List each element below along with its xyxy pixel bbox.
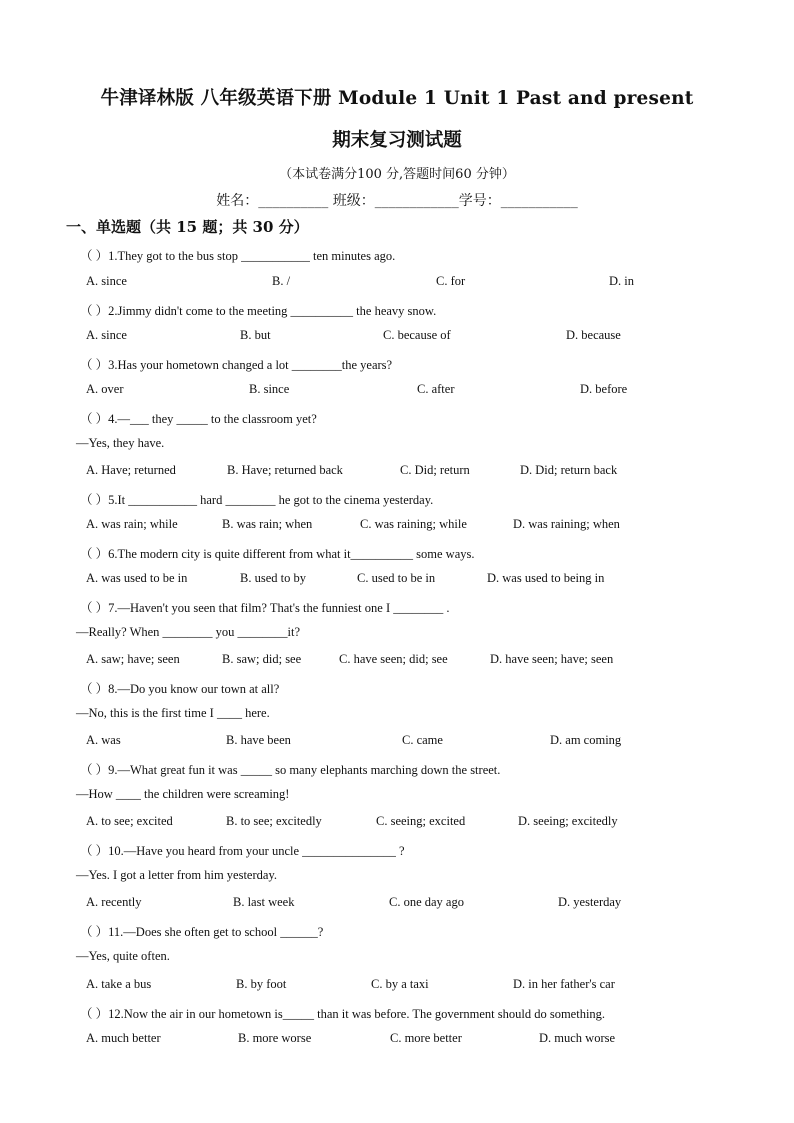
section-title: 一、单选题（共 15 题；共 30 分）: [66, 218, 309, 236]
option-d: D. yesterday: [558, 895, 622, 909]
question-stem: （ ）2.Jimmy didn't come to the meeting __________ the heavy snow.: [80, 304, 437, 318]
option-d: D. have seen; have; seen: [490, 652, 614, 666]
question-stem: （ ）5.It ___________ hard ________ he got to the cinema yesterday.: [80, 493, 434, 507]
option-c: C. because of: [383, 328, 451, 342]
option-c: C. more better: [390, 1031, 462, 1045]
option-b: B. to see; excitedly: [226, 814, 322, 828]
dialogue-response: —Yes. I got a letter from him yesterday.: [76, 868, 278, 882]
option-c: C. have seen; did; see: [339, 652, 448, 666]
option-b: B. have been: [226, 733, 291, 747]
option-b: B. since: [249, 382, 290, 396]
option-b: B. more worse: [238, 1031, 312, 1045]
question-stem: （ ）12.Now the air in our hometown is_____ than it was before. The government should do something.: [80, 1007, 606, 1021]
option-d: D. was raining; when: [513, 517, 620, 531]
option-c: C. came: [402, 733, 443, 747]
question-stem: （ ）11.—Does she often get to school ______?: [80, 925, 324, 939]
option-c: C. after: [417, 382, 455, 396]
question-stem: （ ）10.—Have you heard from your uncle _______________ ?: [80, 844, 405, 858]
option-a: A. since: [86, 274, 127, 288]
option-a: A. recently: [86, 895, 142, 909]
option-d: D. in her father's car: [513, 977, 615, 991]
option-b: B. was rain; when: [222, 517, 313, 531]
option-d: D. because: [566, 328, 621, 342]
option-c: C. seeing; excited: [376, 814, 466, 828]
option-a: A. over: [86, 382, 124, 396]
option-a: A. much better: [86, 1031, 161, 1045]
question-stem: （ ）6.The modern city is quite different from what it__________ some ways.: [80, 547, 475, 561]
option-a: A. since: [86, 328, 127, 342]
dialogue-response: —Really? When ________ you ________it?: [76, 625, 301, 639]
question-stem: （ ）7.—Haven't you seen that film? That's the funniest one I ________ .: [80, 601, 450, 615]
question-stem: （ ）1.They got to the bus stop ___________ ten minutes ago.: [80, 249, 396, 263]
option-b: B. by foot: [236, 977, 287, 991]
question-stem: （ ）8.—Do you know our town at all?: [80, 682, 280, 696]
option-d: D. am coming: [550, 733, 622, 747]
option-b: B. but: [240, 328, 271, 342]
dialogue-response: —No, this is the first time I ____ here.: [76, 706, 270, 720]
question-stem: （ ）3.Has your hometown changed a lot ________the years?: [80, 358, 393, 372]
option-b: B. used to by: [240, 571, 306, 585]
option-b: B. /: [272, 274, 291, 288]
exam-title: 牛津译林版 八年级英语下册 Module 1 Unit 1 Past and present: [100, 88, 694, 109]
option-c: C. was raining; while: [360, 517, 467, 531]
option-c: C. Did; return: [400, 463, 470, 477]
dialogue-response: —Yes, they have.: [76, 436, 165, 450]
option-d: D. in: [609, 274, 634, 288]
option-c: C. by a taxi: [371, 977, 429, 991]
option-c: C. for: [436, 274, 466, 288]
option-b: B. Have; returned back: [227, 463, 343, 477]
option-a: A. take a bus: [86, 977, 152, 991]
student-info-line: 姓名：__________ 班级：____________学号：___________: [216, 193, 578, 209]
question-stem: （ ）4.—___ they _____ to the classroom yet?: [80, 412, 317, 426]
option-d: D. much worse: [539, 1031, 616, 1045]
option-d: D. seeing; excitedly: [518, 814, 618, 828]
exam-subtitle: 期末复习测试题: [332, 130, 462, 151]
dialogue-response: —Yes, quite often.: [76, 949, 170, 963]
option-b: B. last week: [233, 895, 295, 909]
option-b: B. saw; did; see: [222, 652, 302, 666]
option-d: D. Did; return back: [520, 463, 618, 477]
option-a: A. saw; have; seen: [86, 652, 180, 666]
dialogue-response: —How ____ the children were screaming!: [76, 787, 290, 801]
option-d: D. was used to being in: [487, 571, 605, 585]
option-a: A. was: [86, 733, 121, 747]
question-stem: （ ）9.—What great fun it was _____ so many elephants marching down the street.: [80, 763, 501, 777]
option-d: D. before: [580, 382, 628, 396]
option-a: A. to see; excited: [86, 814, 173, 828]
option-c: C. used to be in: [357, 571, 436, 585]
option-c: C. one day ago: [389, 895, 464, 909]
option-a: A. was used to be in: [86, 571, 188, 585]
option-a: A. Have; returned: [86, 463, 176, 477]
exam-note: （本试卷满分100 分,答题时间60 分钟）: [279, 167, 515, 182]
option-a: A. was rain; while: [86, 517, 178, 531]
